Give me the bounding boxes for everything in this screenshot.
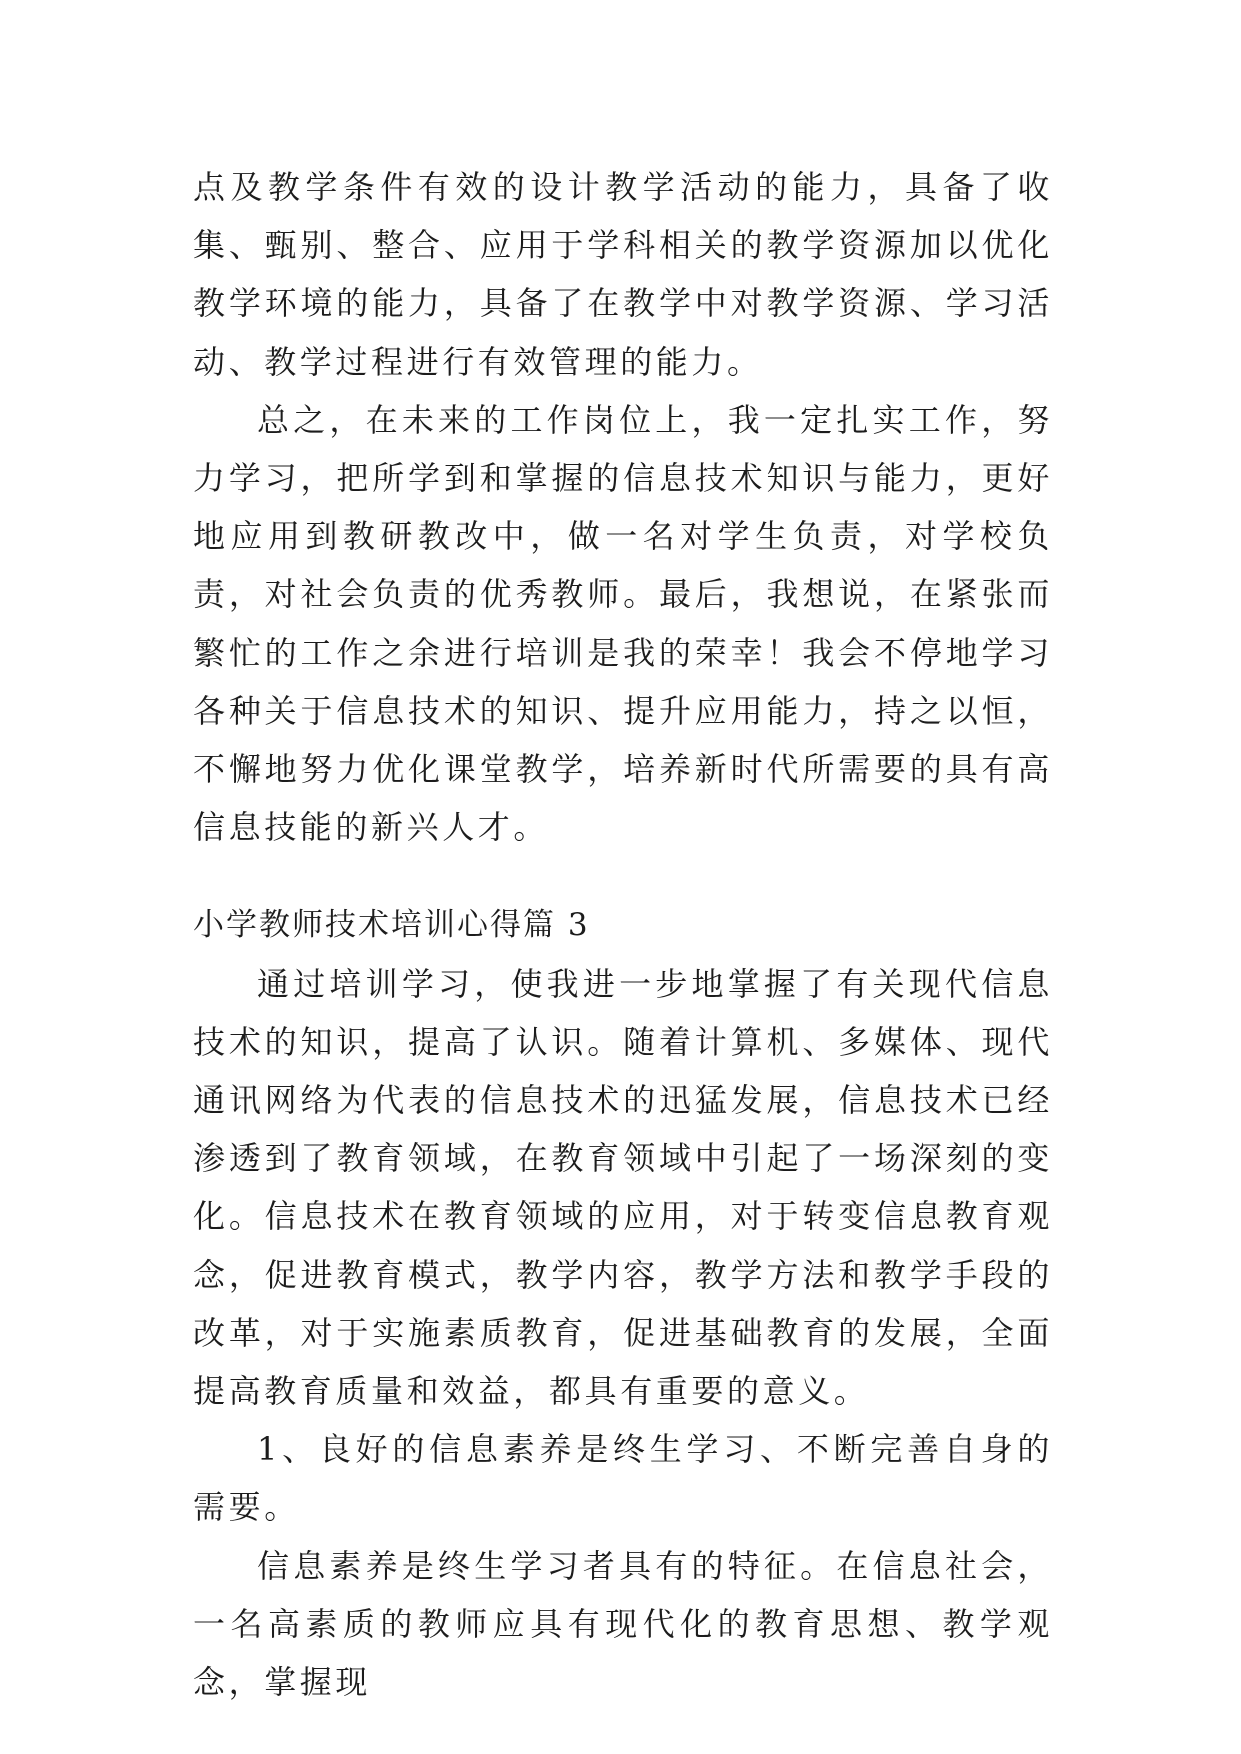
section-title: 小学教师技术培训心得篇 3 (193, 907, 590, 944)
paragraph-continued: 点及教学条件有效的设计教学活动的能力，具备了收集、甄别、整合、应用于学科相关的教学资源加以优化教学环境的能力，具备了在教学中对教学资源、学习活动、教学过程进行有效管理的能力。 (193, 168, 1053, 381)
document-body (193, 158, 1053, 1711)
paragraph-intro: 通过培训学习，使我进一步地掌握了有关现代信息技术的知识，提高了认识。随着计算机、多媒体、现代通讯网络为代表的信息技术的迅猛发展，信息技术已经渗透到了教育领域，在教育领域中引起了一场深刻的变化。信息技术在教育领域的应用，对于转变信息教育观念，促进教育模式，教学内容，教学方法和教学手段的改革，对于实施素质教育，促进基础教育的发展，全面提高教育质量和效益，都具有重要的意义。 (193, 964, 1053, 1411)
paragraph-point-1: 1、良好的信息素养是终生学习、不断完善自身的需要。 (193, 1430, 1053, 1527)
paragraph-info-literacy: 信息素养是终生学习者具有的特征。在信息社会，一名高素质的教师应具有现代化的教育思想、教学观念，掌握现 (193, 1546, 1053, 1702)
paragraph-conclusion: 总之，在未来的工作岗位上，我一定扎实工作，努力学习，把所学到和掌握的信息技术知识与能力，更好地应用到教研教改中，做一名对学生负责，对学校负责，对社会负责的优秀教师。最后，我想说，在紧张而繁忙的工作之余进行培训是我的荣幸！我会不停地学习各种关于信息技术的知识、提升应用能力，持之以恒，不懈地努力优化课堂教学，培养新时代所需要的具有高信息技能的新兴人才。 (193, 400, 1053, 847)
